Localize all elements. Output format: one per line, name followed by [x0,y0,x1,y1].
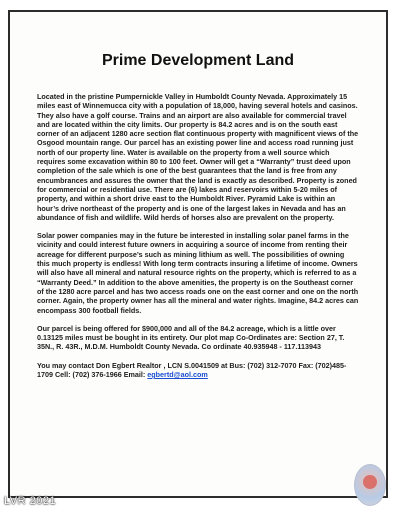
flyer-page [8,10,388,498]
flyer-body [37,92,359,388]
contact-text: You may contact Don Egbert Realtor , LCN S.0041509 at Bus: (702) 312-7070 Fax: (702)485-1709 Cell: (702) 376-1966 Email: [37,360,347,380]
listing-watermark: LVR 2021 [4,495,57,507]
price-paragraph: Our parcel is being offered for $900,000 and all of the 84.2 acreage, which is a little over 0.13125 miles must be bought in its entirety. Our plot map Co-Ordinates are: Section 27, T. 35N., R. 43R., M.D.M. Humboldt County Nevada. Co ordinate 40.935948 - 117.113943 [37,323,345,352]
description-paragraph: Located in the pristine Pumpernickle Valley in Humboldt County Nevada. Approximately 15 miles east of Winnemucca city with a population of 18,000, having several hotels and casinos. They also have a golf course. Trains and an airport are also available for commercial travel and are located within the city limits. Our property is 84.2 acres and is on the south east corner of an adjacent 1280 acre section flat continuous property with magnificent views of the Osgood mountain range. Our parcel has an existing power line and access road running just north of our property line. Water is available on the property from a well source which requires some excavation within 80 to 100 feet. Owner will get a “Warranty” trust deed upon completion of the sale which is one of the best guarantees that the land is free from any encumbrances and assures the owner that the land is exactly as described. Property is zoned for commercial or residential use. There are (6) lakes and reservoirs within 5-20 miles of property, and within a short drive east to the Humboldt River. Pyramid Lake is within an hour’s drive northeast of the property and is one of the largest lakes in Nevada and has an abundance of fish and wildlife. Wild herds of horses also are prevalent on the property. [37,92,359,222]
realtor-seal-icon [354,464,386,506]
solar-paragraph: Solar power companies may in the future be interested in installing solar panel farms in the vicinity and could interest future owners in acquiring a source of income from renting their acreage for different purpose’s such as mining lithium as well. The possibilities of owning this much property is endless! With long term contracts insuring a lifetime of income. Owners will also have all mineral and natural resource rights on the property, which is referred to as a “Warranty Deed.” In addition to the above amenities, the property is on the Southeast corner of the 1280 acre parcel and has two access roads one on the east corner and one on the north corner. Again, the property owner has all the mineral and water rights. Imagine, 84.2 acres can encompass 300 football fields. [37,231,359,315]
page-title: Prime Development Land [101,52,295,69]
contact-email-link[interactable]: egbertd@aol.com [147,370,208,380]
contact-paragraph [37,361,359,380]
seal-emblem-icon [363,475,377,489]
